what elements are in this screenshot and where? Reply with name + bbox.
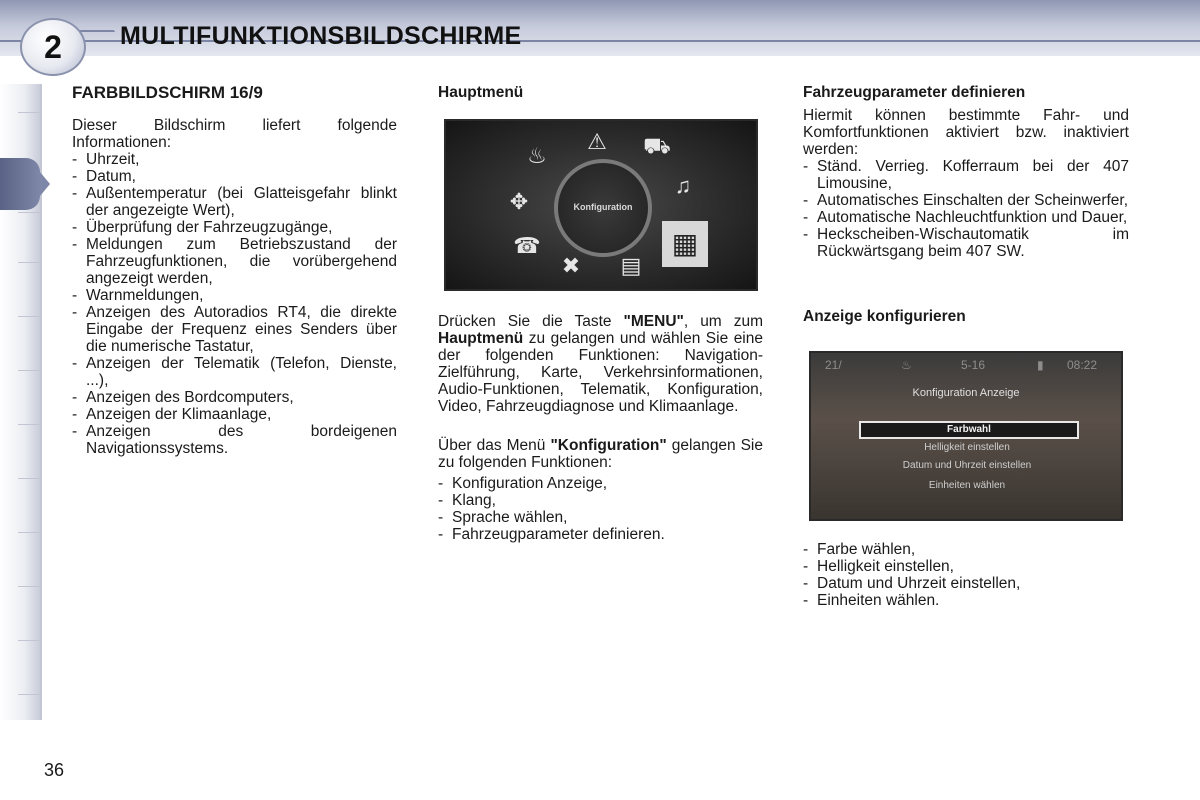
temperature-icon: ♨ (901, 358, 912, 372)
status-date: 21/ (825, 358, 842, 372)
list-item: - Anzeigen des Bordcomputers, (72, 389, 397, 406)
navigation-icon: ✥ (509, 189, 529, 214)
screen-menu-item: Einheiten wählen (928, 480, 1006, 491)
display-options-list (803, 541, 1129, 609)
status-mid: 5-16 (961, 358, 986, 372)
screen-status-bar (811, 353, 1121, 377)
list-item: - Anzeigen der Klimaanlage, (72, 406, 397, 423)
text-run: gelangen Sie zu folgenden Funktionen: (438, 437, 763, 471)
configuration-term: "Konfiguration" (550, 437, 667, 454)
list-item: - Anzeigen des Autoradios RT4, die direkte Eingabe der Frequenz eines Senders über die numerische Tastatur, (72, 304, 397, 355)
list-item: - Klang, (438, 492, 763, 509)
configuration-list (438, 475, 763, 543)
tab-tick (18, 262, 40, 263)
configuration-tile-icon: ▦ (662, 221, 708, 267)
tools-icon: ✖ (561, 253, 581, 278)
list-item: - Anzeigen des bordeigenen Navigationssystems. (72, 423, 397, 457)
chapter-number-badge: 2 (20, 18, 86, 76)
screen-menu-item: Datum und Uhrzeit einstellen (902, 460, 1032, 471)
list-item: - Konfiguration Anzeige, (438, 475, 763, 492)
display-config-screenshot (809, 351, 1123, 521)
menu-instruction-text (438, 313, 763, 415)
list-item: - Datum und Uhrzeit einstellen, (803, 575, 1129, 592)
section-heading: Anzeige konfigurieren (803, 308, 966, 325)
column-main-menu (438, 84, 763, 543)
telephone-icon: ☎ (513, 233, 541, 258)
status-time: 08:22 (1067, 358, 1098, 372)
tab-tick (18, 212, 40, 213)
screen-menu-item: Helligkeit einstellen (924, 442, 1010, 453)
screen-menu-title: Konfiguration Anzeige (912, 387, 1020, 399)
info-list (72, 151, 397, 457)
page-header (0, 0, 1200, 56)
tab-tick (18, 532, 40, 533)
active-chapter-tab[interactable] (0, 158, 40, 210)
signal-icon: ▮ (1037, 358, 1044, 372)
configuration-intro-text (438, 437, 763, 471)
section-heading: Hauptmenü (438, 84, 524, 101)
warning-triangle-icon: ⚠ (587, 129, 607, 154)
section-heading: FARBBILDSCHIRM 16/9 (72, 83, 263, 102)
tab-tick (18, 316, 40, 317)
column-color-display (72, 84, 397, 457)
menu-key-label: "MENU" (623, 313, 684, 330)
list-item: - Einheiten wählen. (803, 592, 1129, 609)
list-item: - Außentemperatur (bei Glatteisgefahr blinkt der angezeigte Wert), (72, 185, 397, 219)
list-item: - Automatische Nachleuchtfunktion und Dauer, (803, 209, 1129, 226)
tab-tick (18, 640, 40, 641)
list-item: - Ständ. Verrieg. Kofferraum bei der 407 Limousine, (803, 158, 1129, 192)
text-run: zu gelangen und wählen Sie eine der folgenden Funktionen: Navigation-Zielführung, Karte, Verkehrsinformationen, Audio-Funktionen, Telematik, Konfiguration, Video, Fahrzeugdiagnose und Klimaanlage. (438, 330, 763, 415)
list-item: - Anzeigen der Telematik (Telefon, Dienste, ...), (72, 355, 397, 389)
list-item: - Heckscheiben-Wischautomatik im Rückwärtsgang beim 407 SW. (803, 226, 1129, 260)
chapter-title: MULTIFUNKTIONSBILDSCHIRME (120, 22, 522, 50)
list-item: - Überprüfung der Fahrzeugzugänge, (72, 219, 397, 236)
list-item: - Meldungen zum Betriebszustand der Fahrzeugfunktionen, die vorübergehend angezeigt werden, (72, 236, 397, 287)
tab-tick (18, 586, 40, 587)
text-run: Drücken Sie die Taste (438, 313, 624, 330)
column-vehicle-parameters (803, 84, 1129, 609)
parameter-list (803, 158, 1129, 260)
video-icon: ▤ (620, 253, 642, 278)
main-menu-screenshot (444, 119, 758, 291)
page-number: 36 (44, 760, 65, 780)
text-run: Über das Menü (438, 437, 551, 454)
climate-icon: ♨ (527, 143, 547, 168)
tab-tick (18, 370, 40, 371)
tab-tick (18, 112, 40, 113)
tab-tick (18, 478, 40, 479)
list-item: - Uhrzeit, (72, 151, 397, 168)
main-menu-term: Hauptmenü (438, 330, 524, 347)
list-item: - Fahrzeugparameter definieren. (438, 526, 763, 543)
list-item: - Farbe wählen, (803, 541, 1129, 558)
screen-menu-item-selected: Farbwahl (859, 421, 1079, 439)
tab-tick (18, 424, 40, 425)
list-item: - Warnmeldungen, (72, 287, 397, 304)
list-item: - Datum, (72, 168, 397, 185)
radio-icon: ♫ (674, 173, 692, 198)
list-item: - Automatisches Einschalten der Scheinwerfer, (803, 192, 1129, 209)
section-heading: Fahrzeugparameter definieren (803, 84, 1026, 101)
list-item: - Sprache wählen, (438, 509, 763, 526)
selected-menu-label: Konfiguration (573, 202, 633, 212)
car-icon: ⛟ (643, 133, 671, 158)
intro-text: Hiermit können bestimmte Fahr- und Komfortfunktionen aktiviert bzw. inaktiviert werden: (803, 107, 1129, 158)
intro-text: Dieser Bildschirm liefert folgende Informationen: (72, 117, 397, 151)
list-item: - Helligkeit einstellen, (803, 558, 1129, 575)
selection-ring (554, 159, 652, 257)
text-run: , um zum (683, 313, 763, 330)
tab-tick (18, 694, 40, 695)
